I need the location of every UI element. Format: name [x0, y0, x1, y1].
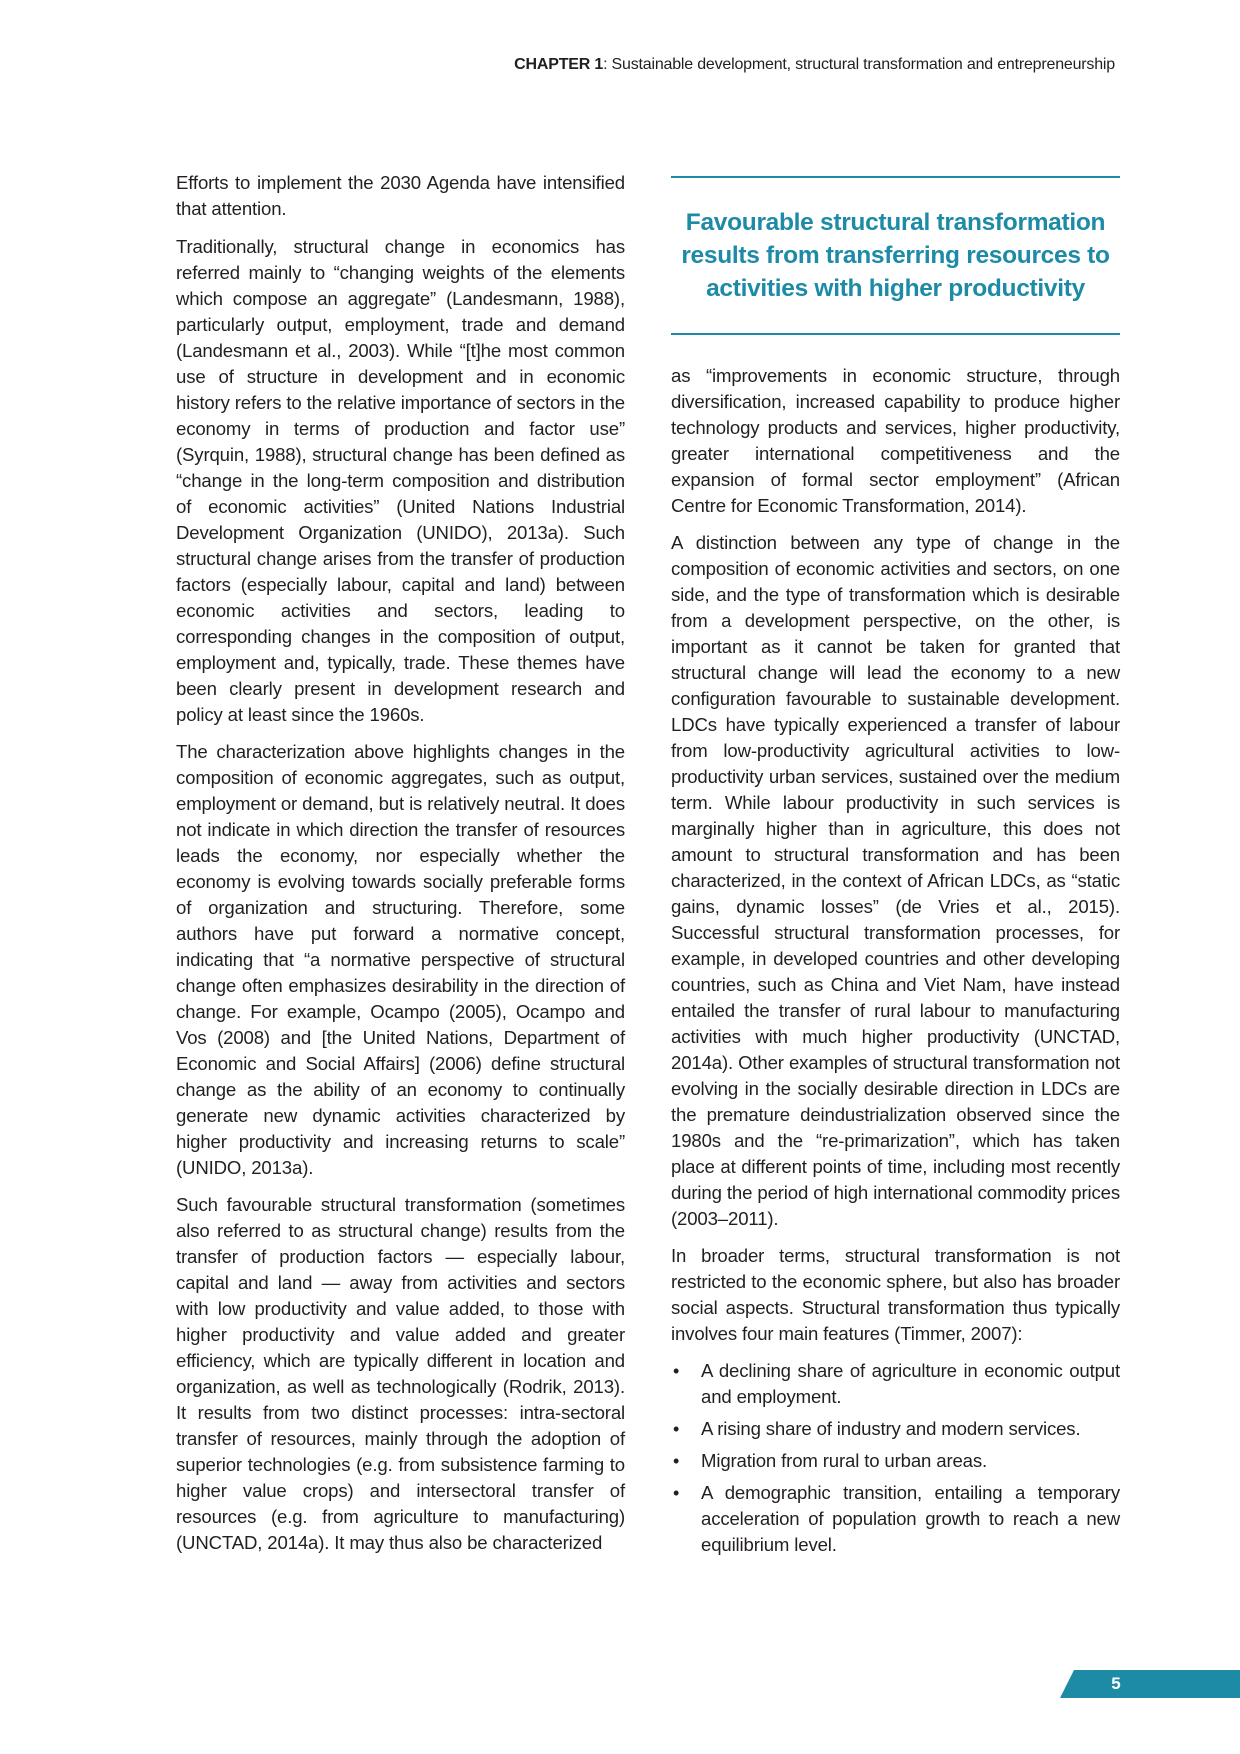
- bullet-icon: •: [673, 1361, 680, 1381]
- paragraph: as “improvements in economic structure, through diversification, increased capability to produce higher technology products and services, higher productivity, greater international competitiveness and the expansion of formal sector employment” (African Centre for Economic Transformation, 2014).: [671, 365, 1120, 516]
- list-item: [671, 1416, 1120, 1442]
- paragraph: Efforts to implement the 2030 Agenda have intensified that attention.: [176, 172, 625, 219]
- chapter-title: : Sustainable development, structural transformation and entrepreneurship: [603, 56, 1115, 73]
- list-item-text: A declining share of agriculture in economic output and employment.: [701, 1360, 1120, 1407]
- pull-quote-line: Favourable structural transformation: [685, 209, 1106, 236]
- list-item: [671, 1358, 1120, 1410]
- paragraph: In broader terms, structural transformation is not restricted to the economic sphere, but also has broader social aspects. Structural transformation thus typically involves four main features (Timmer, 2007):: [671, 1245, 1120, 1344]
- bullet-icon: •: [673, 1419, 680, 1439]
- pull-quote-line: activities with higher productivity: [706, 275, 1085, 302]
- list-item-text: A demographic transition, entailing a temporary acceleration of population growth to reach a new equilibrium level.: [701, 1482, 1120, 1555]
- bullet-icon: •: [673, 1451, 680, 1471]
- list-item: [671, 1448, 1120, 1474]
- paragraph: Traditionally, structural change in economics has referred mainly to “changing weights of the elements which compose an aggregate” (Landesmann, 1988), particularly output, employment, trade and demand (Landesmann et al., 2003). While “[t]he most common use of structure in development and in economic history refers to the relative importance of sectors in the economy in terms of production and factor use” (Syrquin, 1988), structural change has been defined as “change in the long-term composition and distribution of economic activities” (United Nations Industrial Development Organization (UNIDO), 2013a). Such structural change arises from the transfer of production factors (especially labour, capital and land) between economic activities and sectors, leading to corresponding changes in the composition of output, employment and, typically, trade. These themes have been clearly present in development research and policy at least since the 1960s.: [176, 236, 625, 725]
- list-item: [671, 1480, 1120, 1558]
- page-number-tab: [1060, 1670, 1240, 1698]
- page-number: 5: [1111, 1674, 1121, 1693]
- right-column: [671, 170, 1120, 1564]
- paragraph: Such favourable structural transformation (sometimes also referred to as structural change) results from the transfer of production factors — especially labour, capital and land — away from activities and sectors with low productivity and value added, to those with higher productivity and value added and greater efficiency, which are typically different in location and organization, as well as technologically (Rodrik, 2013). It results from two distinct processes: intra-sectoral transfer of resources, mainly through the adoption of superior technologies (e.g. from subsistence farming to higher value crops) and intersectoral transfer of resources (e.g. from agriculture to manufacturing) (UNCTAD, 2014a). It may thus also be characterized: [176, 1194, 625, 1553]
- running-header: [514, 56, 1115, 74]
- chapter-label: CHAPTER 1: [514, 56, 604, 73]
- bullet-icon: •: [673, 1483, 680, 1503]
- paragraph: A distinction between any type of change in the composition of economic activities and sectors, on one side, and the type of transformation which is desirable from a development perspective, on the other, is important as it cannot be taken for granted that structural change will lead the economy to a new configuration favourable to sustainable development. LDCs have typically experienced a transfer of labour from low-productivity agricultural activities to low-productivity urban services, sustained over the medium term. While labour productivity in such services is marginally higher than in agriculture, this does not amount to structural transformation and has been characterized, in the context of African LDCs, as “static gains, dynamic losses” (de Vries et al., 2015). Successful structural transformation processes, for example, in developed countries and other developing countries, such as China and Viet Nam, have instead entailed the transfer of rural labour to manufacturing activities with much higher productivity (UNCTAD, 2014a). Other examples of structural transformation not evolving in the socially desirable direction in LDCs are the premature deindustrialization observed since the 1980s and the “re-primarization”, which has taken place at different points of time, including most recently during the period of high international commodity prices (2003–2011).: [671, 532, 1120, 1229]
- pull-quote: [671, 176, 1120, 335]
- paragraph: The characterization above highlights changes in the composition of economic aggregates, such as output, employment or demand, but is relatively neutral. It does not indicate in which direction the transfer of resources leads the economy, nor especially whether the economy is evolving towards socially preferable forms of organization and structuring. Therefore, some authors have put forward a normative concept, indicating that “a normative perspective of structural change often emphasizes desirability in the direction of change. For example, Ocampo (2005), Ocampo and Vos (2008) and [the United Nations, Department of Economic and Social Affairs] (2006) define structural change as the ability of an economy to continually generate new dynamic activities characterized by higher productivity and increasing returns to scale” (UNIDO, 2013a).: [176, 741, 625, 1178]
- left-column: [176, 170, 625, 1567]
- pull-quote-line: results from transferring resources to: [681, 242, 1110, 269]
- feature-list: [671, 1358, 1120, 1558]
- list-item-text: Migration from rural to urban areas.: [701, 1450, 988, 1471]
- list-item-text: A rising share of industry and modern services.: [701, 1418, 1081, 1439]
